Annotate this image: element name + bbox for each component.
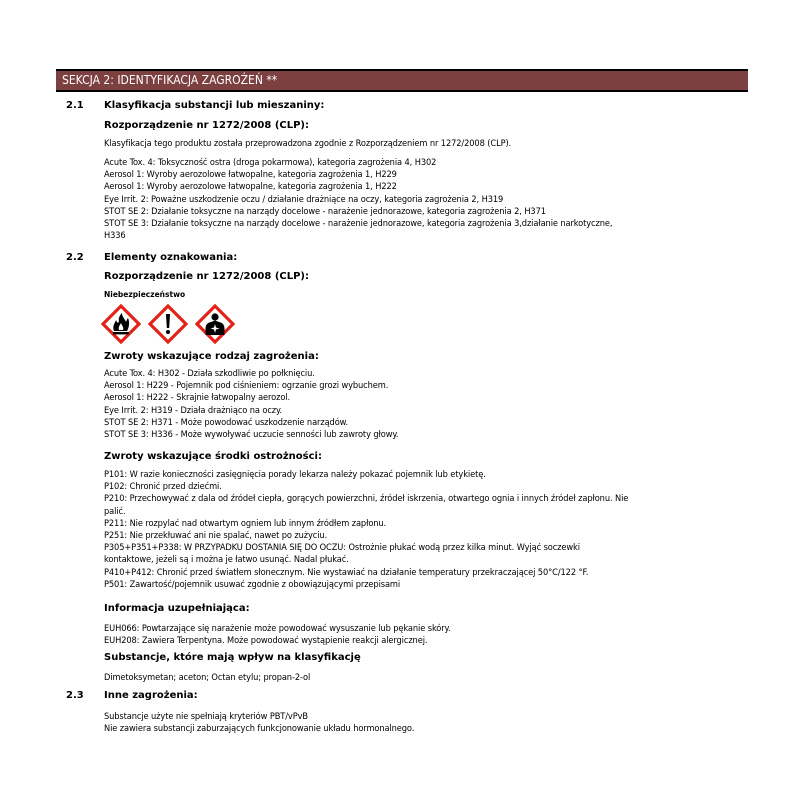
hazard-statements-list [104,368,744,441]
supplementary-statement: EUH208: Zawiera Terpentyna. Może powodować wystąpienie reakcji alergicznej. [104,635,428,647]
flame-icon [101,304,141,344]
classification-item: STOT SE 3: Działanie toksyczne na narządy docelowe - narażenie jednorazowe, kategoria zagrożenia 3,działanie narkotyczne, [104,218,613,230]
subsection-number-2-1: 2.1 [66,100,84,111]
subsection-number-2-3: 2.3 [66,690,84,701]
precautionary-statement: P210: Przechowywać z dala od źródeł ciepła, gorących powierzchni, źródeł iskrzenia, otwartego ognia i innych źródeł zapłonu. Nie [104,493,629,505]
exclamation-mark-icon [148,304,188,344]
regulation-heading-2-1: Rozporządzenie nr 1272/2008 (CLP): [104,120,309,131]
classification-item: Aerosol 1: Wyroby aerozolowe łatwopalne, kategoria zagrożenia 1, H229 [104,169,397,181]
classification-item: Eye Irrit. 2: Poważne uszkodzenie oczu / działanie drażniące na oczy, kategoria zagrożenia 2, H319 [104,193,504,205]
signal-word: Niebezpieczeństwo [104,290,186,299]
hazard-statement: Acute Tox. 4: H302 - Działa szkodliwie po połknięciu. [104,368,315,379]
hazard-statements-heading: Zwroty wskazujące rodzaj zagrożenia: [104,351,319,362]
classification-item: Acute Tox. 4: Toksyczność ostra (droga pokarmowa), kategoria zagrożenia 4, H302 [104,157,437,168]
classification-substances-heading: Substancje, które mają wpływ na klasyfikację [104,652,361,663]
precautionary-statement: P305+P351+P338: W PRZYPADKU DOSTANIA SIĘ DO OCZU: Ostrożnie płukać wodą przez kilka minut. Wyjąć soczewki [104,542,580,554]
precautionary-statements-list [104,469,744,591]
precautionary-statement-continuation: kontaktowe, jeżeli są i można je łatwo usunąć. Nadal płukać. [104,554,349,566]
hazard-statement: Aerosol 1: H229 - Pojemnik pod ciśnieniem: ogrzanie grozi wybuchem. [104,380,389,392]
subsection-title-2-2: Elementy oznakowania: [104,252,238,263]
classification-item-continuation: H336 [104,230,126,242]
subsection-title-2-3: Inne zagrożenia: [104,690,198,701]
classification-item: Aerosol 1: Wyroby aerozolowe łatwopalne, kategoria zagrożenia 1, H222 [104,181,397,193]
classification-intro-text: Klasyfikacja tego produktu została przeprowadzona zgodnie z Rozporządzeniem nr 1272/2008 (CLP). [104,138,512,149]
subsection-number-2-2: 2.2 [66,252,84,263]
section-header: SEKCJA 2: IDENTYFIKACJA ZAGROŻEŃ ** [56,69,748,92]
supplementary-info-heading: Informacja uzupełniająca: [104,603,250,614]
hazard-statement: STOT SE 2: H371 - Może powodować uszkodzenie narządów. [104,416,348,428]
classification-item: STOT SE 2: Działanie toksyczne na narządy docelowe - narażenie jednorazowe, kategoria zagrożenia 2, H371 [104,205,546,217]
precautionary-statement: P410+P412: Chronić przed światłem słonecznym. Nie wystawiać na działanie temperatury przekraczającej 50°C/122 °F. [104,566,589,578]
other-hazard-item: Substancje użyte nie spełniają kryteriów PBT/vPvB [104,711,308,722]
precautionary-statement: P251: Nie przekłuwać ani nie spalać, nawet po zużyciu. [104,530,328,542]
classification-substances-text: Dimetoksymetan; aceton; Octan etylu; propan-2-ol [104,672,311,683]
other-hazard-item: Nie zawiera substancji zaburzających funkcjonowanie układu hormonalnego. [104,723,415,735]
classification-intro [104,138,744,150]
hazard-statement: STOT SE 3: H336 - Może wywoływać uczucie senności lub zawroty głowy. [104,429,399,441]
precautionary-statement: P211: Nie rozpylać nad otwartym ogniem lub innym źródłem zapłonu. [104,517,387,529]
precautionary-statements-heading: Zwroty wskazujące środki ostrożności: [104,451,322,462]
other-hazards-list [104,711,744,735]
hazard-statement: Eye Irrit. 2: H319 - Działa drażniąco na oczy. [104,404,283,416]
regulation-heading-2-2: Rozporządzenie nr 1272/2008 (CLP): [104,271,309,282]
hazard-statement: Aerosol 1: H222 - Skrajnie łatwopalny aerozol. [104,392,290,404]
health-hazard-icon [195,304,235,344]
subsection-title-2-1: Klasyfikacja substancji lub mieszaniny: [104,100,325,111]
classification-list [104,157,744,242]
supplementary-statements-list [104,623,744,647]
precautionary-statement: P101: W razie konieczności zasięgnięcia porady lekarza należy pokazać pojemnik lub etykietę. [104,469,486,480]
supplementary-statement: EUH066: Powtarzające się narażenie może powodować wysuszanie lub pękanie skóry. [104,623,451,634]
classification-substances [104,672,744,684]
ghs-pictograms [101,304,235,344]
precautionary-statement: P102: Chronić przed dziećmi. [104,481,222,493]
precautionary-statement-continuation: palić. [104,505,126,517]
precautionary-statement: P501: Zawartość/pojemnik usuwać zgodnie z obowiązującymi przepisami [104,578,401,590]
